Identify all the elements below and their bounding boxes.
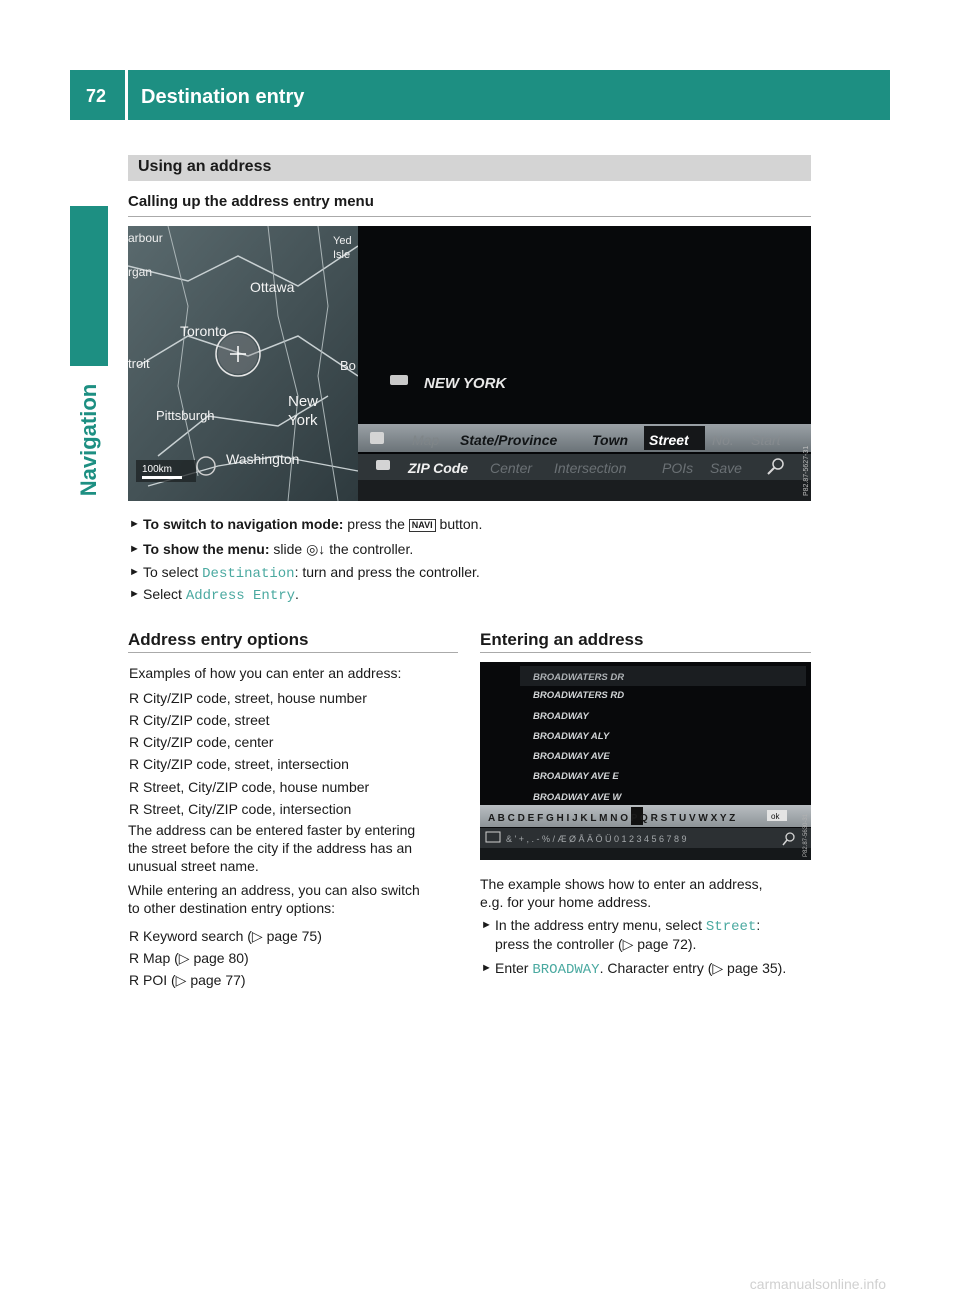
- paragraph-line: While entering an address, you can also switch: [128, 882, 420, 898]
- list-item: [129, 755, 449, 773]
- list-item: [129, 733, 449, 751]
- svg-text:BROADWAY AVE: BROADWAY AVE: [533, 751, 610, 762]
- section-banner: [128, 155, 811, 181]
- intro-text: Examples of how you can enter an address:: [129, 665, 402, 681]
- svg-text:Save: Save: [710, 460, 742, 476]
- svg-text:100km: 100km: [142, 464, 173, 475]
- list-item: [129, 800, 449, 818]
- step-3-pre: To select: [143, 564, 203, 580]
- step-1-bold: To switch to navigation mode:: [143, 516, 344, 532]
- side-label-box: [70, 380, 108, 500]
- svg-text:New: New: [288, 393, 319, 410]
- heading-address-options: Address entry options: [128, 630, 309, 649]
- svg-text:ok: ok: [771, 812, 780, 821]
- section-banner-text: Using an address: [138, 158, 272, 175]
- bullet-mark: R: [129, 950, 140, 966]
- side-tab: [70, 206, 108, 366]
- subheading: Calling up the address entry menu: [128, 193, 374, 210]
- svg-text:Start: Start: [751, 432, 781, 448]
- step-4-pre: Select: [143, 586, 186, 602]
- svg-text:BROADWAY: BROADWAY: [533, 711, 589, 722]
- step-4: [129, 585, 689, 603]
- keyword-address-entry: Address Entry: [185, 588, 296, 604]
- svg-text:BROADWAY AVE W: BROADWAY AVE W: [533, 792, 622, 803]
- rule: [480, 652, 811, 653]
- step-3: [129, 563, 689, 581]
- bullet-mark: R: [129, 928, 140, 944]
- svg-text:No.: No.: [712, 432, 734, 448]
- step-2: [129, 540, 689, 558]
- list-item-text: POI (▷ page 77): [143, 972, 246, 988]
- svg-text:P82.87-5630-31: P82.87-5630-31: [803, 813, 809, 857]
- list-item-text: Keyword search (▷ page 75): [143, 928, 322, 944]
- paragraph-line: The address can be entered faster by entering: [128, 822, 416, 838]
- svg-text:Pittsburgh: Pittsburgh: [156, 408, 215, 423]
- svg-text:P82.87-5627-31: P82.87-5627-31: [803, 445, 810, 496]
- paragraph-line: The example shows how to enter an address,: [480, 876, 763, 892]
- bullet-mark: R: [129, 756, 140, 772]
- svg-text:Bo: Bo: [340, 358, 356, 373]
- svg-text:BROADWAY AVE E: BROADWAY AVE E: [533, 771, 619, 782]
- paragraph-line: to other destination entry options:: [128, 900, 336, 916]
- svg-text:Street: Street: [649, 432, 689, 448]
- navi-key-icon: NAVI: [409, 519, 436, 532]
- bullet-mark: R: [129, 734, 140, 750]
- step-2-bold: To show the menu:: [143, 541, 270, 557]
- bullet-mark: R: [129, 779, 140, 795]
- step-arrow-icon: ►: [481, 919, 492, 931]
- svg-text:Washington: Washington: [226, 451, 300, 467]
- svg-text:State/Province: State/Province: [460, 432, 558, 448]
- step-street-continued: press the controller (▷ page 72).: [495, 936, 697, 952]
- bullet-mark: R: [129, 712, 140, 728]
- rule: [128, 216, 811, 217]
- step-2-pre: slide: [269, 541, 307, 557]
- list-item: [129, 949, 449, 967]
- svg-text:arbour: arbour: [128, 231, 163, 245]
- svg-text:BROADWATERS DR: BROADWATERS DR: [533, 672, 625, 683]
- keyword-broadway: BROADWAY: [532, 962, 600, 978]
- svg-text:Yed: Yed: [333, 235, 352, 247]
- list-item-text: City/ZIP code, street: [143, 712, 270, 728]
- address-list-graphic: [480, 662, 811, 860]
- step-broadway-pre: Enter: [495, 960, 533, 976]
- rule: [128, 652, 458, 653]
- step-street: [481, 916, 811, 934]
- footer-watermark: carmanualsonline.info: [749, 1276, 886, 1292]
- page-title: Destination entry: [141, 86, 305, 108]
- paragraph-line: unusual street name.: [128, 858, 259, 874]
- paragraph-line: e.g. for your home address.: [480, 894, 652, 910]
- step-2-post: the controller.: [325, 541, 414, 557]
- step-1: [129, 515, 689, 533]
- step-arrow-icon: ►: [129, 588, 140, 600]
- keyword-street: Street: [705, 919, 757, 935]
- list-item-text: Street, City/ZIP code, house number: [143, 779, 370, 795]
- step-broadway-post: . Character entry (▷ page 35).: [599, 960, 787, 976]
- bullet-mark: R: [129, 972, 140, 988]
- side-label: Navigation: [76, 383, 101, 497]
- step-1-pre: press the: [343, 516, 409, 532]
- list-item-text: Street, City/ZIP code, intersection: [143, 801, 352, 817]
- keyword-destination: Destination: [202, 566, 295, 582]
- map-graphic: [128, 226, 811, 501]
- svg-text:ZIP Code: ZIP Code: [408, 460, 469, 476]
- list-item-text: City/ZIP code, center: [143, 734, 274, 750]
- heading-entering-address: Entering an address: [480, 630, 644, 649]
- svg-text:BROADWAY ALY: BROADWAY ALY: [533, 731, 610, 742]
- svg-text:NEW YORK: NEW YORK: [424, 375, 507, 392]
- step-4-post: .: [295, 586, 299, 602]
- address-entry-screenshot: [480, 662, 811, 860]
- paragraph-line: the street before the city if the address has an: [128, 840, 413, 856]
- svg-text:POIs: POIs: [662, 460, 694, 476]
- svg-text:York: York: [288, 412, 318, 429]
- list-item-text: City/ZIP code, street, house number: [143, 690, 367, 706]
- list-item: [129, 778, 449, 796]
- step-street-post: :: [756, 917, 761, 933]
- list-item-text: City/ZIP code, street, intersection: [143, 756, 349, 772]
- list-item: [129, 711, 449, 729]
- svg-text:& ' + , . - % / Æ Ø Å Ä Ö Ü 0: & ' + , . - % / Æ Ø Å Ä Ö Ü 0 1 2 3 4 5 6 7 8 9: [506, 834, 687, 844]
- controller-slide-icon: ◎↓: [306, 541, 326, 557]
- bullet-mark: R: [129, 690, 140, 706]
- step-arrow-icon: ►: [481, 962, 492, 974]
- svg-text:BROADWATERS RD: BROADWATERS RD: [533, 690, 625, 701]
- list-item: [129, 689, 449, 707]
- list-item: [129, 927, 449, 945]
- list-item-text: Map (▷ page 80): [143, 950, 249, 966]
- navigation-screenshot: [128, 226, 811, 501]
- svg-text:Map: Map: [412, 432, 440, 448]
- svg-text:Isle: Isle: [333, 249, 351, 261]
- svg-text:Town: Town: [592, 432, 629, 448]
- list-item: [129, 971, 449, 989]
- step-arrow-icon: ►: [129, 566, 140, 578]
- svg-text:Ottawa: Ottawa: [250, 279, 295, 295]
- svg-text:Intersection: Intersection: [554, 460, 627, 476]
- step-arrow-icon: ►: [129, 518, 140, 530]
- svg-text:troit: troit: [128, 356, 150, 371]
- svg-text:Center: Center: [490, 460, 533, 476]
- svg-text:rgan: rgan: [128, 265, 153, 279]
- header-divider: [125, 70, 128, 120]
- step-arrow-icon: ►: [129, 543, 140, 555]
- svg-text:A B C D E F G H I J K L M N O: A B C D E F G H I J K L M N O P Q R S T U V W X Y Z: [488, 813, 736, 824]
- step-street-pre: In the address entry menu, select: [495, 917, 706, 933]
- page-number: 72: [86, 86, 107, 106]
- step-3-post: : turn and press the controller.: [294, 564, 480, 580]
- step-1-post: button.: [435, 516, 483, 532]
- bullet-mark: R: [129, 801, 140, 817]
- svg-text:Toronto: Toronto: [180, 323, 227, 339]
- step-broadway: [481, 959, 811, 977]
